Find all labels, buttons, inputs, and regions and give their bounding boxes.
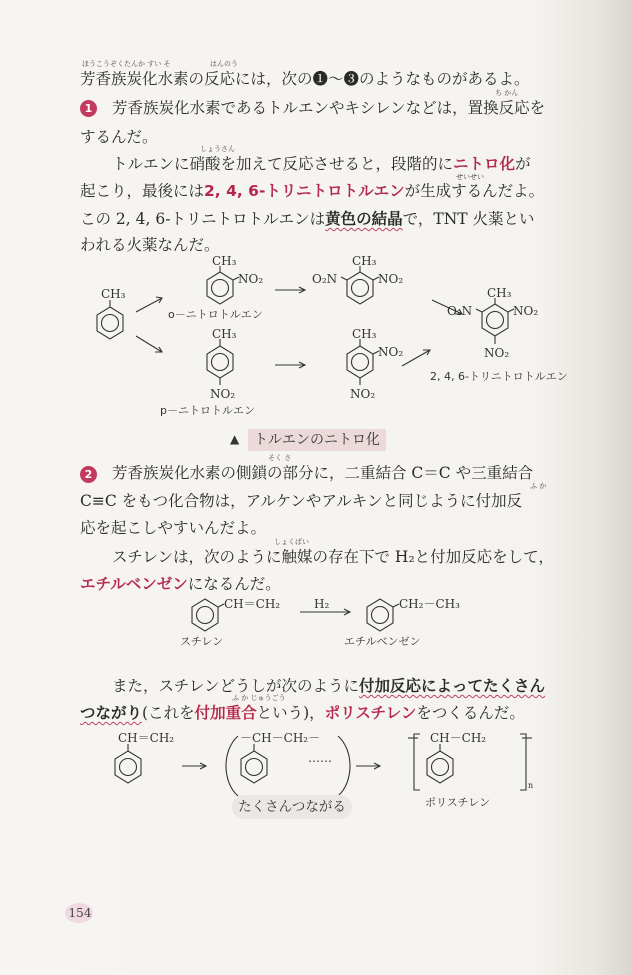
o-ch3: CH₃ (212, 254, 237, 268)
tnt-no2-bottom: NO₂ (484, 346, 510, 360)
s3-l1b: 付加反応によってたくさん (359, 677, 546, 695)
section-1-badge: 1 (80, 100, 97, 117)
tnt-o2n: O₂N (447, 304, 473, 318)
s1-line6: われる火薬なんだ。 (80, 236, 220, 254)
ruby-nitric-acid: しょうさん (200, 145, 235, 153)
tnt-ch3: CH₃ (487, 286, 512, 300)
s3-line1 (112, 675, 545, 697)
figure-caption: トルエンのニトロ化 (248, 429, 386, 451)
s2-line2: C≡C をもつ化合物は，アルケンやアルキンと同じように付加反 (80, 492, 523, 510)
ruby-aromatic: ほうこうぞくたんか すい そ (82, 60, 171, 68)
s1-l4a: 起こり，最後には (80, 182, 205, 200)
s2-ethylbenzene: エチルベンゼン (80, 575, 188, 593)
h2-label: H₂ (314, 597, 330, 611)
ruby-addition: ふ か (530, 482, 547, 490)
ruby-side-chain: そく さ (268, 454, 292, 462)
dn2-no2-bottom: NO₂ (350, 387, 376, 401)
ruby-reaction: はんのう (210, 60, 238, 68)
s3-polystyrene: ポリスチレン (324, 704, 417, 722)
section-2-badge: 2 (80, 466, 97, 483)
s1-tnt-name: 2, 4, 6-トリニトロトルエン (204, 182, 405, 200)
s1-l4c: が生成するんだよ。 (404, 182, 545, 200)
p-no2: NO₂ (210, 387, 236, 401)
s3-addition-polymerization: 付加重合 (194, 704, 257, 722)
s1-l5c: で，TNT 火薬とい (402, 210, 535, 228)
monomer-group: CH＝CH₂ (118, 731, 175, 745)
toluene-ch3: CH₃ (101, 287, 126, 301)
p-nitrotoluene-label: p－ニトロトルエン (160, 404, 255, 417)
dn1-ch3: CH₃ (352, 254, 377, 268)
ethyl-group: CH₂－CH₃ (399, 597, 460, 611)
dn1-o2n: O₂N (312, 272, 338, 286)
s3-line2 (80, 702, 525, 724)
tnt-no2-right: NO₂ (513, 304, 539, 318)
tnt-label: 2, 4, 6-トリニトロトルエン (430, 370, 568, 383)
caption-triangle-icon: ▲ (230, 432, 240, 446)
s1-nitration: ニトロ化 (453, 155, 516, 173)
chain-dots: …… (308, 751, 332, 765)
s1-yellow-crystal: 黄色の結晶 (325, 210, 403, 228)
s1-line2: するんだ。 (80, 128, 158, 146)
callout-bubble: たくさんつながる (232, 795, 352, 819)
s2-line4: スチレンは，次のように触媒の存在下で H₂と付加反応をして， (112, 548, 554, 566)
ruby-substitution: ち かん (495, 89, 519, 97)
dn2-no2-right: NO₂ (378, 345, 404, 359)
s3-l2a: つながり (80, 704, 143, 722)
s1-l3a: トルエンに (112, 155, 190, 173)
s1-line1: 芳香族炭化水素であるトルエンやキシレンなどは，置換反応を (112, 99, 546, 117)
s3-l2f: をつくるんだ。 (416, 704, 525, 722)
dn2-ch3: CH₃ (352, 327, 377, 341)
o-nitrotoluene-label: o－ニトロトルエン (168, 308, 263, 321)
s1-l3e: が (515, 155, 531, 173)
s1-l5a: この 2, 4, 6-トリニトロトルエンは (80, 210, 326, 228)
ruby-addition-polymerization: ふ か じゅうごう (232, 694, 286, 702)
s2-line1: 芳香族炭化水素の側鎖の部分に，二重結合 C＝C や三重結合 (112, 464, 534, 482)
page-number: 154 (68, 906, 92, 920)
s3-l2b: (これを (142, 704, 195, 722)
p-ch3: CH₃ (212, 327, 237, 341)
polystyrene-label: ポリスチレン (425, 796, 491, 809)
s2-line3: 応を起こしやすいんだよ。 (80, 519, 267, 537)
styrene-label: スチレン (180, 635, 224, 648)
dn1-no2: NO₂ (378, 272, 404, 286)
ruby-catalyst: しょくばい (274, 538, 309, 546)
s2-line5 (80, 573, 281, 595)
intro-text: 芳香族炭化水素の反応には，次の❶～❸のようなものがあるよ。 (80, 70, 530, 88)
chain-group: －CH－CH₂－ (240, 731, 321, 745)
o-no2: NO₂ (238, 272, 264, 286)
poly-n: n (528, 781, 534, 790)
s3-l1a: また，スチレンどうしが次のように (112, 677, 359, 695)
s1-l3c: を加えて反応させると，段階的に (220, 155, 454, 173)
ruby-formation: せいせい (456, 173, 484, 181)
styrene-group: CH＝CH₂ (224, 597, 281, 611)
ethylbenzene-label: エチルベンゼン (344, 635, 421, 648)
s3-l2d: という)， (256, 704, 325, 722)
s2-l5b: になるんだ。 (187, 575, 281, 593)
s1-nitric-acid: 硝酸 (189, 155, 221, 173)
poly-group: CH－CH₂ (430, 731, 487, 745)
